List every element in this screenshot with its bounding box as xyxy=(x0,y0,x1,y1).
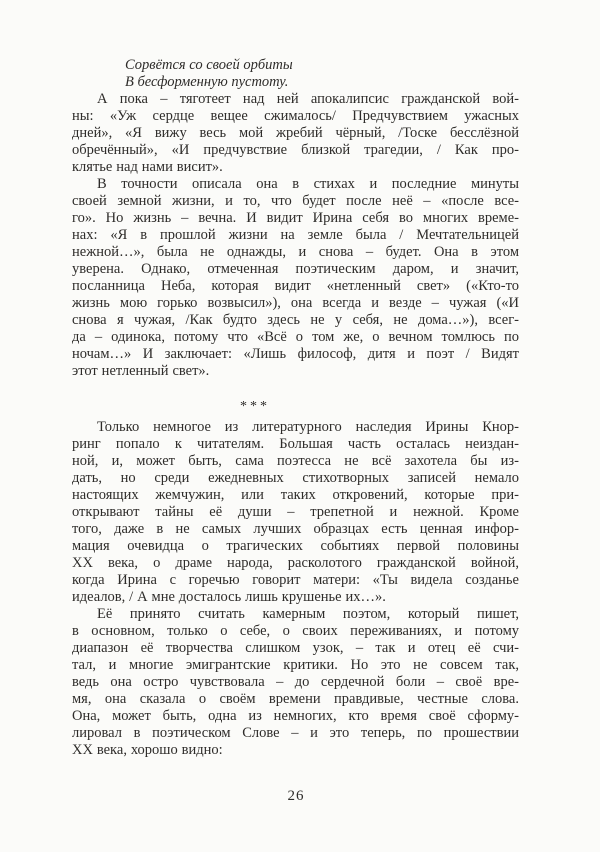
body-line: идеалов, / А мне досталось лишь крушенье их…». xyxy=(72,589,386,605)
body-line: обречённый», «И предчувствие близкой трагедии, / Как про- xyxy=(72,142,519,158)
body-line: уверена. Однако, отмеченная поэтическим даром, и значит, xyxy=(72,261,519,277)
body-line: того, даже в не самых лучших образцах есть ценная инфор- xyxy=(72,521,519,537)
body-line: ночам…» И заключает: «Лишь философ, дитя и поэт / Видят xyxy=(72,346,519,362)
body-line: В точности описала она в стихах и последние минуты xyxy=(97,176,519,192)
verse-line: В бесформенную пустоту. xyxy=(125,74,289,90)
body-line: когда Ирина с горечью говорит матери: «Ты видела созданье xyxy=(72,572,519,588)
body-line: диапазон её творчества слишком узок, – так и отец её счи- xyxy=(72,640,519,656)
body-line: лировал в поэтическом Слове – и это теперь, по прошествии xyxy=(72,725,519,741)
body-line: ринг попало к читателям. Большая часть осталась неиздан- xyxy=(72,436,519,452)
body-line: да – одинока, потому что «Всё о том же, о вечном томлюсь по xyxy=(72,329,519,345)
body-line: ведь она остро чувствовала – до сердечной боли – своё вре- xyxy=(72,674,519,690)
body-line: нах: «Я в прошлой жизни на земле была / Мечтательницей xyxy=(72,227,519,243)
body-line: дней», «Я вижу весь мой жребий чёрный, /Тоске бесслёзной xyxy=(72,125,519,141)
body-line: дать, но среди ежедневных стихотворных записей немало xyxy=(72,470,519,486)
body-line: го». Но жизнь – вечна. И видит Ирина себя во многих време- xyxy=(72,210,519,226)
body-line: клятье над нами висит». xyxy=(72,159,223,175)
body-line: ной, и, может быть, сама поэтесса не всё захотела бы из- xyxy=(72,453,519,469)
body-line: нежной…», была не однажды, и снова – будет. Она в этом xyxy=(72,244,519,260)
body-line: снова я чужая, /Как будто здесь не у себя, не дома…»), всег- xyxy=(72,312,519,328)
section-separator: *** xyxy=(240,399,270,414)
body-line: жизнь мою горько возвысил»), она всегда и везде – чужая («И xyxy=(72,295,519,311)
body-line: Она, может быть, одна из немногих, кто время своё сформу- xyxy=(72,708,519,724)
body-line: настоящих жемчужин, или таких откровений, которые при- xyxy=(72,487,519,503)
body-line: А пока – тяготеет над ней апокалипсис гражданской вой- xyxy=(97,91,519,107)
body-line: мация очевидца о трагических событиях первой половины xyxy=(72,538,519,554)
verse-line: Сорвётся со своей орбиты xyxy=(125,57,293,73)
page-number: 26 xyxy=(287,788,305,804)
body-line: мя, она сказала о своём времени правдивые, честные слова. xyxy=(72,691,519,707)
body-line: ХХ века, о драме народа, расколотого гражданской войной, xyxy=(72,555,519,571)
body-line: ны: «Уж сердце вещее сжималось/ Предчувствием ужасных xyxy=(72,108,519,124)
body-line: Её принято считать камерным поэтом, который пишет, xyxy=(97,606,519,622)
body-line: тал, и многие эмигрантские критики. Но это не совсем так, xyxy=(72,657,519,673)
body-line: посланница Неба, которая видит «нетленный свет» («Кто-то xyxy=(72,278,519,294)
body-line: открывают тайны её души – трепетной и нежной. Кроме xyxy=(72,504,519,520)
body-line: Только немногое из литературного наследия Ирины Кнор- xyxy=(97,419,519,435)
body-line: ХХ века, хорошо видно: xyxy=(72,742,223,758)
body-line: в основном, только о себе, о своих переживаниях, и потому xyxy=(72,623,519,639)
body-line: этот нетленный свет». xyxy=(72,363,210,379)
body-line: своей земной жизни, и то, что будет после неё – «после все- xyxy=(72,193,519,209)
text-block xyxy=(72,57,519,759)
